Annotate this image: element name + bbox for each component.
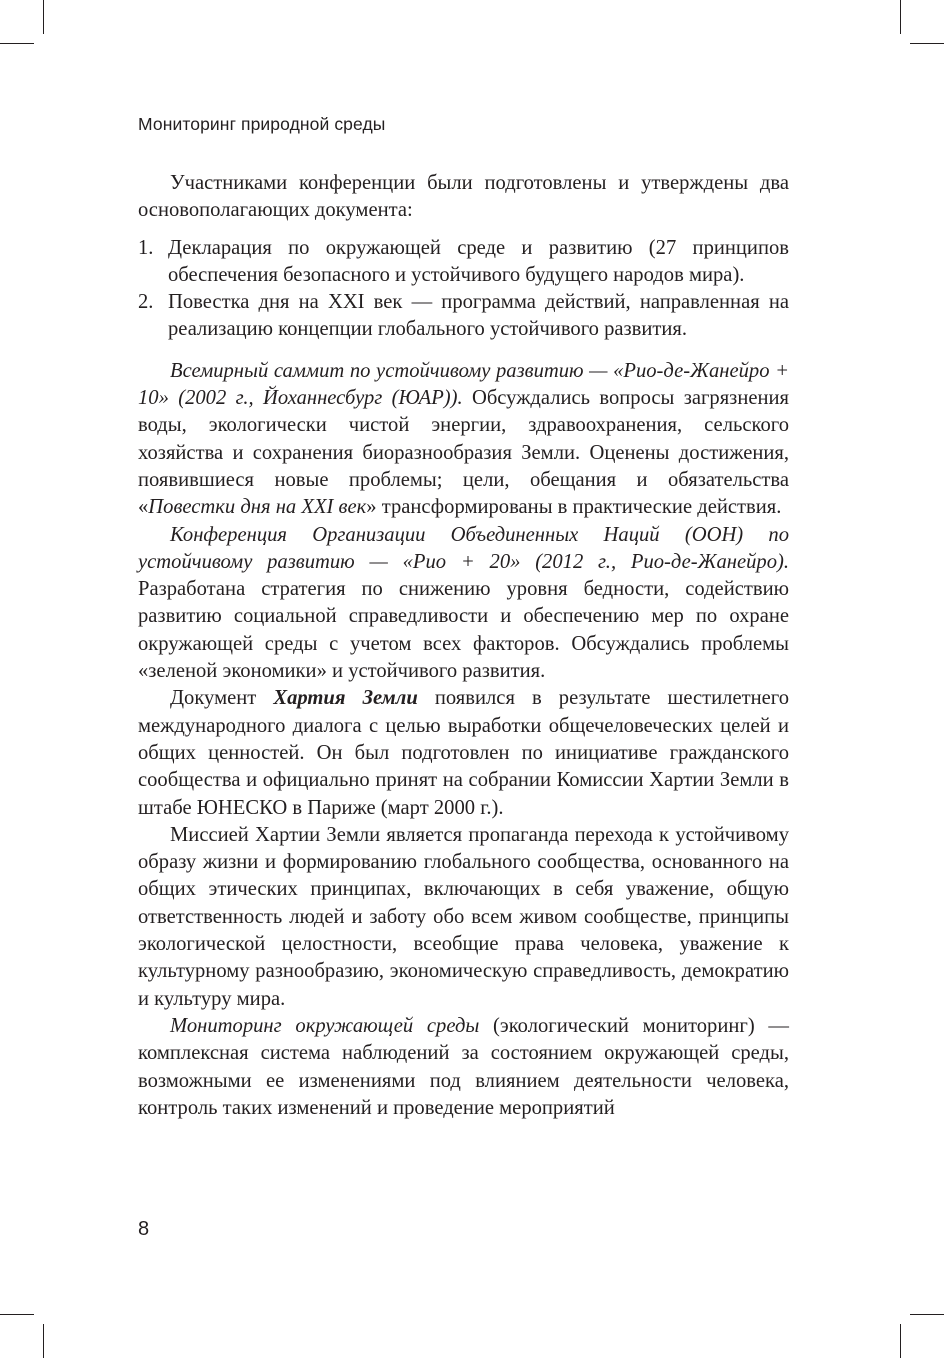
list-item-text: Декларация по окружающей среде и развитию (27 принципов обеспечения безопасного и устойчивого будущего народов мира). [168, 236, 789, 286]
un-conference-paragraph [138, 522, 789, 686]
earth-charter-term: Хартия Земли [273, 687, 418, 710]
summit-text-end: » трансформированы в практические действия. [366, 496, 782, 519]
crop-mark [900, 1324, 901, 1358]
list-number: 2. [138, 291, 154, 314]
monitoring-paragraph [138, 1013, 789, 1122]
summit-title: Всемирный саммит по устойчивому развитию — «Рио-де-Жанейро + 10» (2002 г., Йоханнесбург (ЮАР)). [138, 359, 789, 410]
earth-charter-paragraph [138, 685, 789, 821]
mission-paragraph: Миссией Хартии Земли является пропаганда перехода к устойчивому образу жизни и формированию глобального сообщества, основанного на общих этических принципах, включающих в себя уважение, общую ответственность людей и заботу обо всем живом сообществе, принципы экологической целостности, всеобщие права человека, уважение к культурному разнообразию, экономическую справедливость, демократию и культуру мира. [138, 823, 789, 1010]
charter-text: появился в результате шестилетнего международного диалога с целью выработки общечеловеческих целей и общих ценностей. Он был подготовлен по инициативе гражданского сообщества и официально принят на собрании Комиссии Хартии Земли в штабе ЮНЕСКО в Париже (март 2000 г.). [138, 687, 789, 819]
crop-mark [0, 1314, 34, 1315]
un-conference-text: Разработана стратегия по снижению уровня бедности, содействию развитию социальной справедливости и обеспечению мер по охране окружающей среды с учетом всех факторов. Обсуждались проблемы «зеленой экономики» и устойчивого развития. [138, 578, 789, 683]
running-head: Мониторинг природной среды [138, 114, 386, 134]
documents-list [138, 235, 789, 344]
crop-mark [900, 0, 901, 34]
list-item [138, 289, 789, 344]
monitoring-text: (экологический мониторинг) — комплексная система наблюдений за состоянием окружающей среды, возможными ее изменениями под влиянием деятельности человека, контроль таких изменений и проведение мероприятий [138, 1014, 789, 1119]
crop-mark [43, 0, 44, 34]
page-body [138, 170, 789, 1122]
crop-mark [910, 43, 944, 44]
page-number: 8 [138, 1218, 150, 1240]
summit-text: Обсуждались вопросы загрязнения воды, экологически чистой энергии, здравоохранения, сельского хозяйства и сохранения биоразнообразия Земли. Оценены достижения, появившиеся новые проблемы; цели, обещания и обязательства « [138, 387, 789, 519]
crop-mark [43, 1324, 44, 1358]
agenda-reference: Повестки дня на XXI век [148, 496, 367, 519]
crop-mark [0, 43, 34, 44]
list-item-text: Повестка дня на XXI век — программа действий, направленная на реализацию концепции глобального устойчивого развития. [168, 291, 789, 341]
monitoring-term: Мониторинг окружающей среды [170, 1014, 480, 1037]
summit-paragraph [138, 358, 789, 522]
charter-text-start: Документ [170, 687, 274, 710]
list-item [138, 235, 789, 290]
crop-mark [910, 1314, 944, 1315]
un-conference-title: Конференция Организации Объединенных Наций (ООН) по устойчивому развитию — «Рио + 20» (2012 г., Рио-де-Жанейро). [138, 523, 789, 573]
intro-paragraph: Участниками конференции были подготовлены и утверждены два основополагающих документа: [138, 172, 789, 222]
list-number: 1. [138, 236, 154, 259]
